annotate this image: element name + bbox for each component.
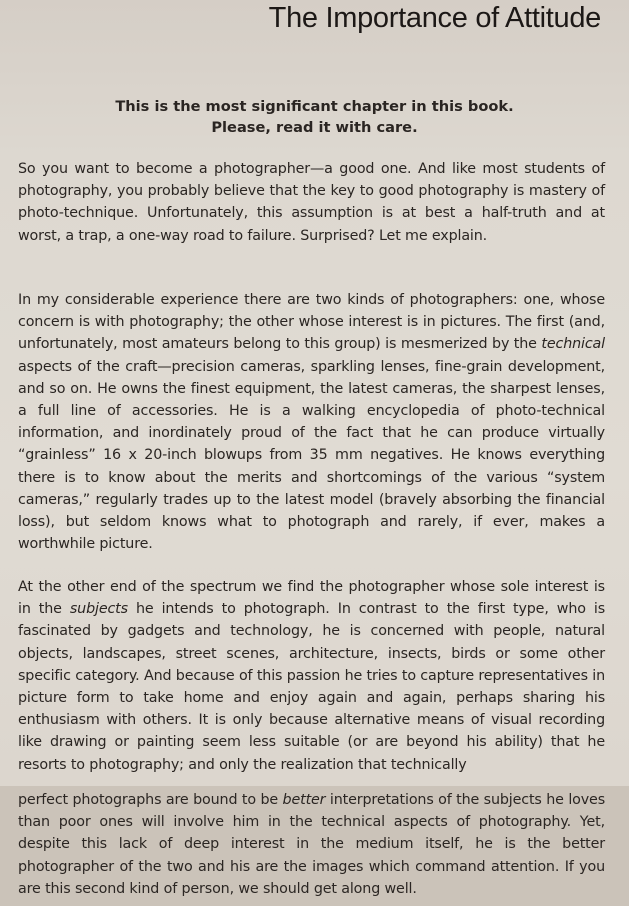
paragraph-4-emphasis: better <box>282 792 326 808</box>
intro-line-1: This is the most significant chapter in this book. <box>115 98 514 115</box>
paragraph-1-text: So you want to become a photographer—a good one. And like most students of photography, you probably believe that the key to good photography is mastery of photo-technique. Unfortunately, this assumption is at best a half-truth and at worst, a trap, a one-way road to failure. Surprised? Let me explain. <box>18 161 605 244</box>
paragraph-4-text-b: interpretations of the subjects he loves than poor ones will involve him in the technical aspects of photography. Yet, despite this lack of deep interest in the medium itself, he is the better photographer of the two and his are the images which command attention. If you are this second kind of person, we should get along well. <box>18 792 605 897</box>
chapter-title: The Importance of Attitude <box>268 2 601 34</box>
paragraph-3-text-b: he intends to photograph. In contrast to the first type, who is fascinated by gadgets and technology, he is concerned with people, natural objects, landscapes, street scenes, architecture, insects, birds or some other specific category. And because of this passion he tries to capture representatives in picture form to take home and enjoy again and again, perhaps sharing his enthusiasm with others. It is only because alternative means of visual recording like drawing or painting seem less suitable (or are beyond his ability) that he resorts to photography; and only the realization that technically <box>18 601 606 773</box>
paragraph-4 <box>18 789 605 900</box>
paragraph-3-text-a: At the other end of the spectrum we find the photographer whose sole interest is in the <box>18 579 605 618</box>
paragraph-3 <box>18 576 605 776</box>
paragraph-3-emphasis: subjects <box>69 601 128 618</box>
paragraph-1 <box>18 158 605 247</box>
paragraph-2-emphasis: technical <box>541 336 605 353</box>
intro-line-2: Please, read it with care. <box>211 119 418 136</box>
paragraph-2 <box>18 289 605 555</box>
paragraph-4-text-a: perfect photographs are bound to be <box>18 792 283 808</box>
paragraph-2-text-a: In my considerable experience there are two kinds of photographers: one, whose concern is with photography; the other whose interest is in pictures. The first (and, unfortunately, most amateurs belong to this group) is mesmerized by the <box>18 292 605 353</box>
paragraph-2-text-b: aspects of the craft—precision cameras, sparkling lenses, fine-grain development, and so on. He owns the finest equipment, the latest cameras, the sharpest lenses, a full line of accessories. He is a walking encyclopedia of photo-technical information, and inordinately proud of the fact that he can produce virtually “grainless” 16 x 20-inch blowups from 35 mm negatives. He knows everything there is to know about the merits and shortcomings of the various “system cameras,” regularly trades up to the latest model (bravely absorbing the financial loss), but seldom knows what to photograph and rarely, if ever, makes a worthwhile picture. <box>18 358 605 553</box>
